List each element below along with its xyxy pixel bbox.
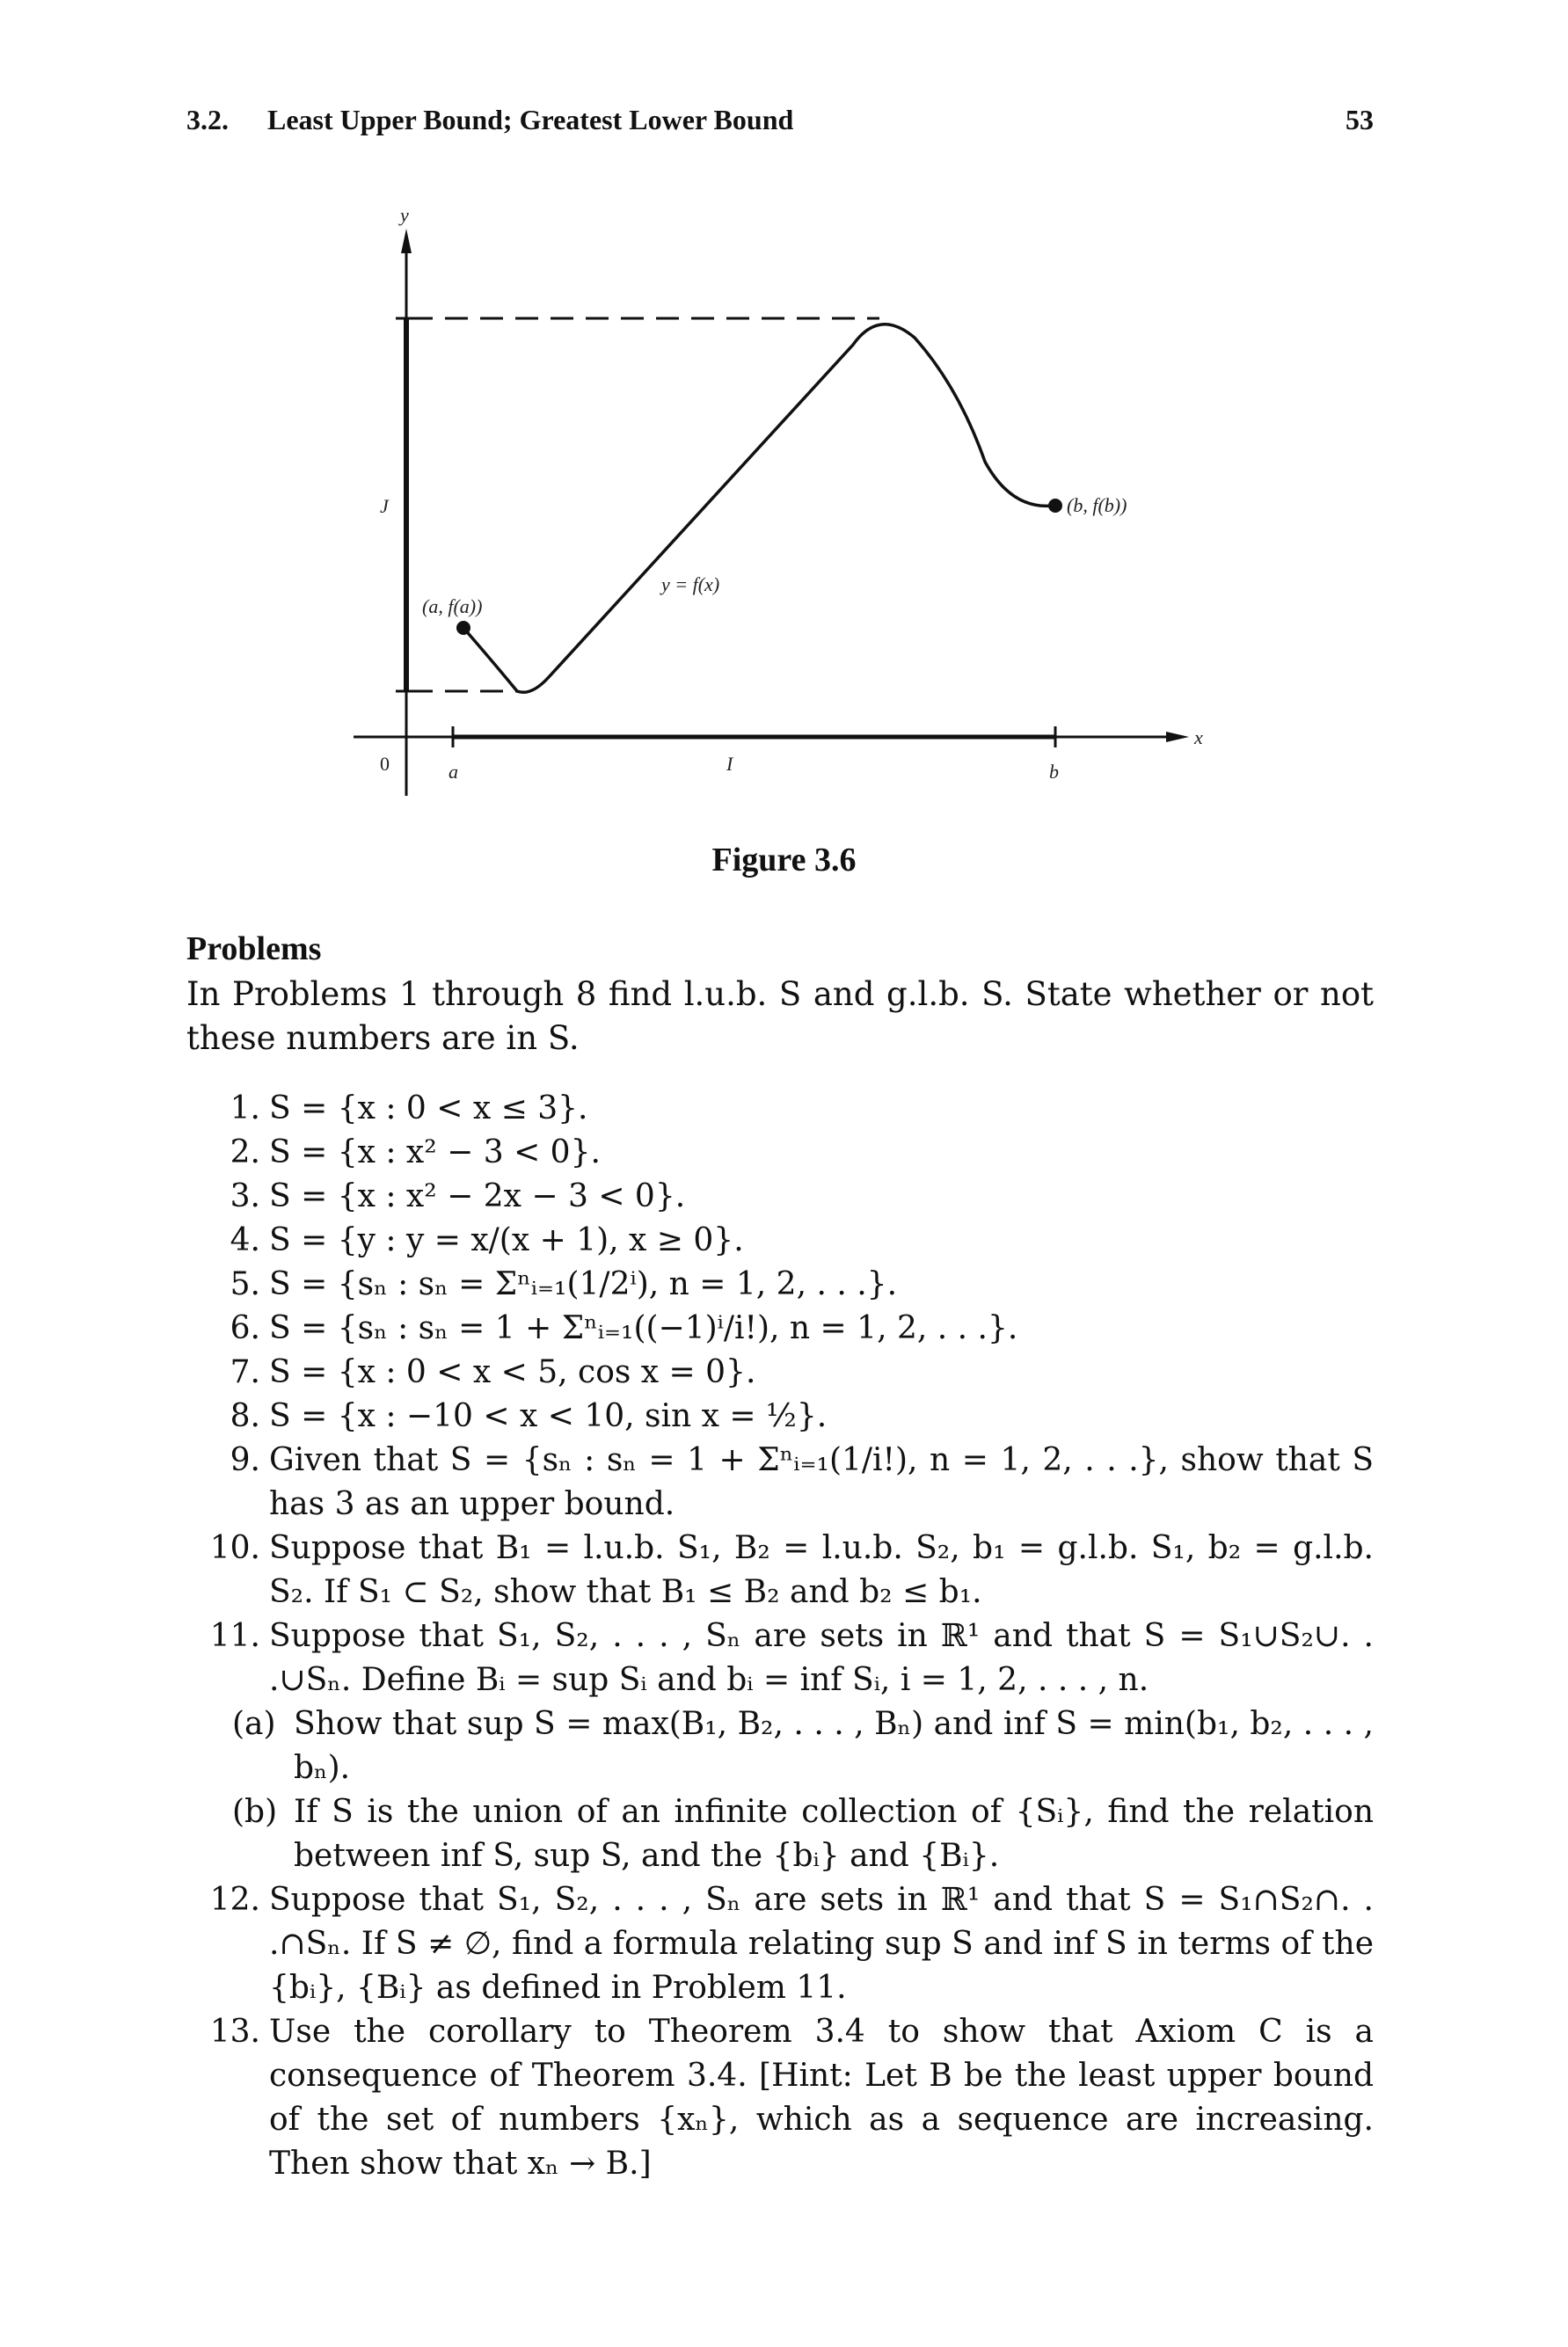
- section-number: 3.2.: [186, 104, 229, 135]
- y-axis-label: y: [400, 204, 409, 226]
- section-title: Least Upper Bound; Greatest Lower Bound: [267, 104, 794, 135]
- interval-j-label: J: [380, 495, 389, 517]
- point-a-label: (a, f(a)): [422, 595, 483, 617]
- x-axis-arrow: [1166, 732, 1189, 742]
- problem-8: 8. S = {x : −10 < x < 10, sin x = ½}.: [230, 1398, 828, 1434]
- problem-11-part-b: (b) If S is the union of an infinite collection of {Sᵢ}, find the relation between inf S, sup S, and the {bᵢ} and {Bᵢ}.: [232, 1794, 1374, 1874]
- interval-i-label: I: [726, 753, 733, 775]
- problems-intro: In Problems 1 through 8 find l.u.b. S and g.l.b. S. State whether or not these numbers are in S.: [186, 975, 1374, 1057]
- page-number: 53: [1346, 104, 1374, 135]
- y-axis-arrow: [401, 229, 412, 253]
- problem-4: 4. S = {y : y = x/(x + 1), x ≥ 0}.: [230, 1222, 744, 1258]
- problem-7: 7. S = {x : 0 < x < 5, cos x = 0}.: [230, 1354, 756, 1390]
- endpoint-b: [1048, 499, 1062, 513]
- problem-9: 9. Given that S = {sₙ : sₙ = 1 + Σⁿᵢ₌₁(1/i!), n = 1, 2, . . .}, show that S has 3 as an upper bound.: [230, 1442, 1374, 1522]
- curve-label: y = f(x): [661, 573, 720, 595]
- endpoint-a: [456, 621, 470, 635]
- function-curve: [463, 324, 1054, 692]
- problem-11: 11. Suppose that S₁, S₂, . . . , Sₙ are sets in ℝ¹ and that S = S₁∪S₂∪. . .∪Sₙ. Define Bᵢ = sup Sᵢ and bᵢ = inf Sᵢ, i = 1, 2, . . . , n.: [209, 1618, 1374, 1698]
- problem-3: 3. S = {x : x² − 2x − 3 < 0}.: [230, 1178, 686, 1214]
- problem-1: 1. S = {x : 0 < x ≤ 3}.: [230, 1090, 588, 1126]
- x-axis-label: x: [1194, 726, 1203, 748]
- problem-list: [186, 1087, 1374, 2186]
- problem-6: 6. S = {sₙ : sₙ = 1 + Σⁿᵢ₌₁((−1)ⁱ/i!), n = 1, 2, . . .}.: [230, 1310, 1018, 1346]
- figure-3-6: [0, 0, 1568, 827]
- b-label: b: [1049, 761, 1059, 783]
- figure-caption: Figure 3.6: [711, 842, 857, 878]
- a-label: a: [449, 761, 458, 783]
- problem-12: 12. Suppose that S₁, S₂, . . . , Sₙ are sets in ℝ¹ and that S = S₁∩S₂∩. . .∩Sₙ. If S ≠ ∅, find a formula relating sup S and inf S in terms of the {bᵢ}, {Bᵢ} as defined in Problem 11.: [209, 1882, 1374, 2006]
- problems-heading: Problems: [186, 930, 322, 967]
- origin-label: 0: [380, 753, 390, 775]
- problem-10: 10. Suppose that B₁ = l.u.b. S₁, B₂ = l.u.b. S₂, b₁ = g.l.b. S₁, b₂ = g.l.b. S₂. If S₁ ⊂ S₂, show that B₁ ≤ B₂ and b₂ ≤ b₁.: [209, 1530, 1374, 1610]
- problem-2: 2. S = {x : x² − 3 < 0}.: [230, 1134, 601, 1170]
- problem-13: 13. Use the corollary to Theorem 3.4 to show that Axiom C is a consequence of Theorem 3.4. [Hint: Let B be the least upper bound of the set of numbers {xₙ}, which as a sequence are increasing. Then show that xₙ → B.]: [209, 2014, 1374, 2182]
- problem-11-part-a: (a) Show that sup S = max(B₁, B₂, . . . , Bₙ) and inf S = min(b₁, b₂, . . . , bₙ).: [232, 1706, 1374, 1786]
- point-b-label: (b, f(b)): [1067, 494, 1127, 516]
- problem-5: 5. S = {sₙ : sₙ = Σⁿᵢ₌₁(1/2ⁱ), n = 1, 2, . . .}.: [230, 1266, 898, 1302]
